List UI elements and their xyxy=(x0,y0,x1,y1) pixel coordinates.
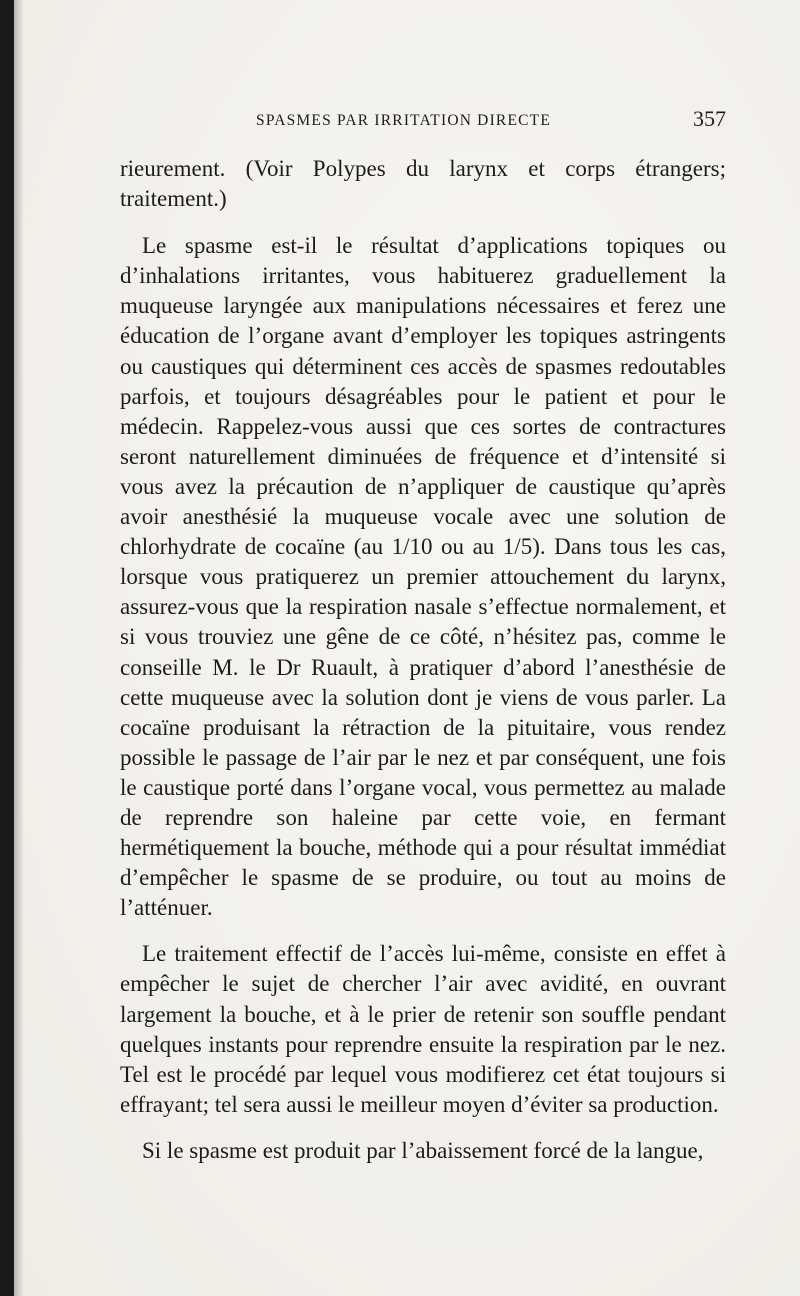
page-number: 357 xyxy=(693,106,726,131)
page-header xyxy=(120,106,726,136)
body-text xyxy=(120,154,726,1166)
page-gutter-shadow xyxy=(14,0,24,1296)
running-title: SPASMES PAR IRRITATION DIRECTE xyxy=(256,112,552,129)
paragraph-continuation: rieurement. (Voir Polypes du larynx et corps étrangers; traitement.) xyxy=(120,156,726,212)
paragraph-treatment: Le traitement effectif de l’accès lui-même, consiste en effet à empêcher le sujet de chercher l’air avec avidité, en ouvrant largement la bouche, et à le prier de retenir son souffle pendant quelques instants pour reprendre ensuite la respiration par le nez. Tel est le procédé par lequel vous modifierez cet état toujours si effrayant; tel sera aussi le meilleur moyen d’éviter sa production. xyxy=(120,941,726,1117)
paragraph-topical-spasm: Le spasme est-il le résultat d’applications topiques ou d’inhalations irritantes, vous habituerez graduellement la muqueuse laryngée aux manipulations nécessaires et ferez une éducation de l’organe avant d’employer les topiques astringents ou caustiques qui déterminent ces accès de spasmes redoutables parfois, et toujours désagréables pour le patient et pour le médecin. Rappelez-vous aussi que ces sortes de contractures seront naturellement diminuées de fréquence et d’intensité si vous avez la précaution de n’appliquer de caustique qu’après avoir anesthésié la muqueuse vocale avec une solution de chlorhydrate de cocaïne (au 1/10 ou au 1/5). Dans tous les cas, lorsque vous pratiquerez un premier attouchement du larynx, assurez-vous que la respiration nasale s’effectue normalement, et si vous trouviez une gêne de ce côté, n’hésitez pas, comme le conseille M. le Dr Ruault, à pratiquer d’abord l’anesthésie de cette muqueuse avec la solution dont je viens de vous parler. La cocaïne produisant la rétraction de la pituitaire, vous rendez possible le passage de l’air par le nez et par conséquent, une fois le caustique porté dans l’organe vocal, vous permettez au malade de reprendre son haleine par cette voie, en fermant hermétiquement la bouche, méthode qui a pour résultat immédiat d’empêcher le spasme de se produire, ou tout au moins de l’atténuer. xyxy=(120,233,726,921)
paragraph-tongue: Si le spasme est produit par l’abaissement forcé de la langue, xyxy=(142,1137,704,1163)
